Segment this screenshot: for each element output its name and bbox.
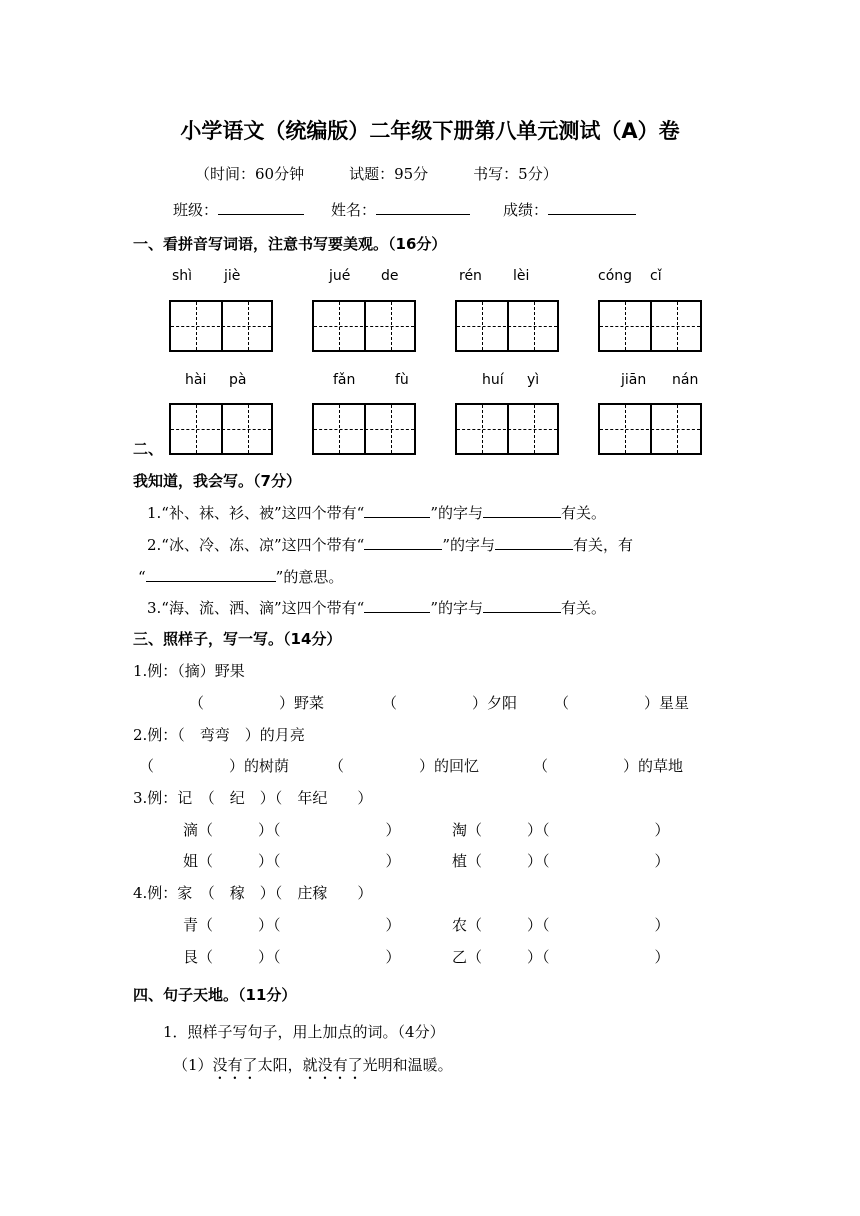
example-1: 1.例：（摘）野果	[133, 662, 245, 680]
fill-item[interactable]: 艮（ ）（ ）	[183, 948, 401, 966]
pinyin: shì	[172, 268, 193, 284]
section2-number: 二、	[133, 440, 164, 458]
pinyin: rén	[459, 268, 482, 284]
example-3: 3.例：记 （ 纪 ）（ 年纪 ）	[133, 789, 373, 807]
writing-grid[interactable]	[312, 300, 416, 352]
example-2: 2.例：（ 弯弯 ）的月亮	[133, 726, 305, 744]
pinyin: cóng	[598, 268, 633, 284]
page-title: 小学语文（统编版）二年级下册第八单元测试（A）卷	[180, 119, 680, 143]
dotted-word: 没有了	[212, 1056, 258, 1074]
dotted-word: 就没有了	[302, 1056, 363, 1074]
writing-grid[interactable]	[598, 300, 702, 352]
name-label: 姓名：	[331, 201, 377, 219]
fill-item[interactable]: （ ）的草地	[533, 757, 684, 775]
question-4-1: 1．照样子写句子，用上加点的词。（4分）	[163, 1023, 445, 1041]
pinyin: fù	[395, 372, 409, 388]
answer-blank[interactable]	[364, 502, 430, 518]
fill-item[interactable]: 乙（ ）（ ）	[452, 948, 670, 966]
fill-item[interactable]: 农（ ）（ ）	[452, 916, 670, 934]
answer-blank[interactable]	[364, 597, 430, 613]
pinyin: nán	[672, 372, 699, 388]
pinyin: yì	[527, 372, 540, 388]
pinyin: huí	[482, 372, 504, 388]
score-label: 成绩：	[503, 201, 549, 219]
exam-info: （时间：60分钟 试题：95分 书写：5分）	[195, 165, 558, 183]
question-2-2: 2.“冰、冷、冻、凉”这四个带有“ ”的字与 有关，有	[147, 536, 634, 554]
example-4: 4.例：家 （ 稼 ）（ 庄稼 ）	[133, 884, 373, 902]
fill-item[interactable]: （ ）的树荫	[139, 757, 290, 775]
pinyin: hài	[185, 372, 207, 388]
pinyin: de	[381, 268, 399, 284]
writing-grid[interactable]	[169, 300, 273, 352]
answer-blank[interactable]	[495, 534, 573, 550]
fill-item[interactable]: 淘（ ）（ ）	[452, 821, 670, 839]
section3-heading: 三、照样子，写一写。（14分）	[133, 630, 342, 648]
writing-grid[interactable]	[169, 403, 273, 455]
score-blank[interactable]	[548, 199, 636, 215]
class-field[interactable]	[173, 199, 304, 220]
fill-item[interactable]: 姐（ ）（ ）	[183, 852, 401, 870]
answer-blank[interactable]	[146, 566, 276, 582]
score-field[interactable]	[503, 199, 636, 220]
fill-item[interactable]: 青（ ）（ ）	[183, 916, 401, 934]
writing-grid[interactable]	[312, 403, 416, 455]
writing-grid[interactable]	[455, 300, 559, 352]
fill-item[interactable]: （ ）的回忆	[329, 757, 480, 775]
pinyin: cǐ	[650, 268, 662, 284]
fill-item[interactable]: （ ）夕阳	[382, 694, 518, 712]
section1-heading: 一、看拼音写词语，注意书写要美观。（16分）	[133, 235, 447, 253]
fill-item[interactable]: 滴（ ）（ ）	[183, 821, 401, 839]
question-2-1: 1.“补、袜、衫、被”这四个带有“ ”的字与 有关。	[147, 504, 607, 522]
example-sentence: （1）没有了太阳，就没有了光明和温暖。	[173, 1056, 453, 1074]
pinyin: jué	[329, 268, 351, 284]
name-blank[interactable]	[376, 199, 470, 215]
name-field[interactable]	[331, 199, 470, 220]
pinyin: jiān	[621, 372, 647, 388]
section4-heading: 四、句子天地。（11分）	[133, 986, 297, 1004]
answer-blank[interactable]	[364, 534, 442, 550]
pinyin: lèi	[513, 268, 530, 284]
writing-grid[interactable]	[455, 403, 559, 455]
fill-item[interactable]: 植（ ）（ ）	[452, 852, 670, 870]
answer-blank[interactable]	[483, 502, 561, 518]
class-blank[interactable]	[218, 199, 304, 215]
question-2-2-cont: “ ”的意思。	[138, 568, 344, 586]
pinyin: jiè	[224, 268, 241, 284]
answer-blank[interactable]	[483, 597, 561, 613]
fill-item[interactable]: （ ）星星	[554, 694, 690, 712]
writing-grid[interactable]	[598, 403, 702, 455]
class-label: 班级：	[173, 201, 219, 219]
pinyin: fǎn	[333, 372, 356, 388]
pinyin: pà	[229, 372, 247, 388]
question-2-3: 3.“海、流、洒、滴”这四个带有“ ”的字与 有关。	[147, 599, 607, 617]
section2-heading: 我知道，我会写。（7分）	[133, 472, 301, 490]
fill-item[interactable]: （ ）野菜	[189, 694, 325, 712]
